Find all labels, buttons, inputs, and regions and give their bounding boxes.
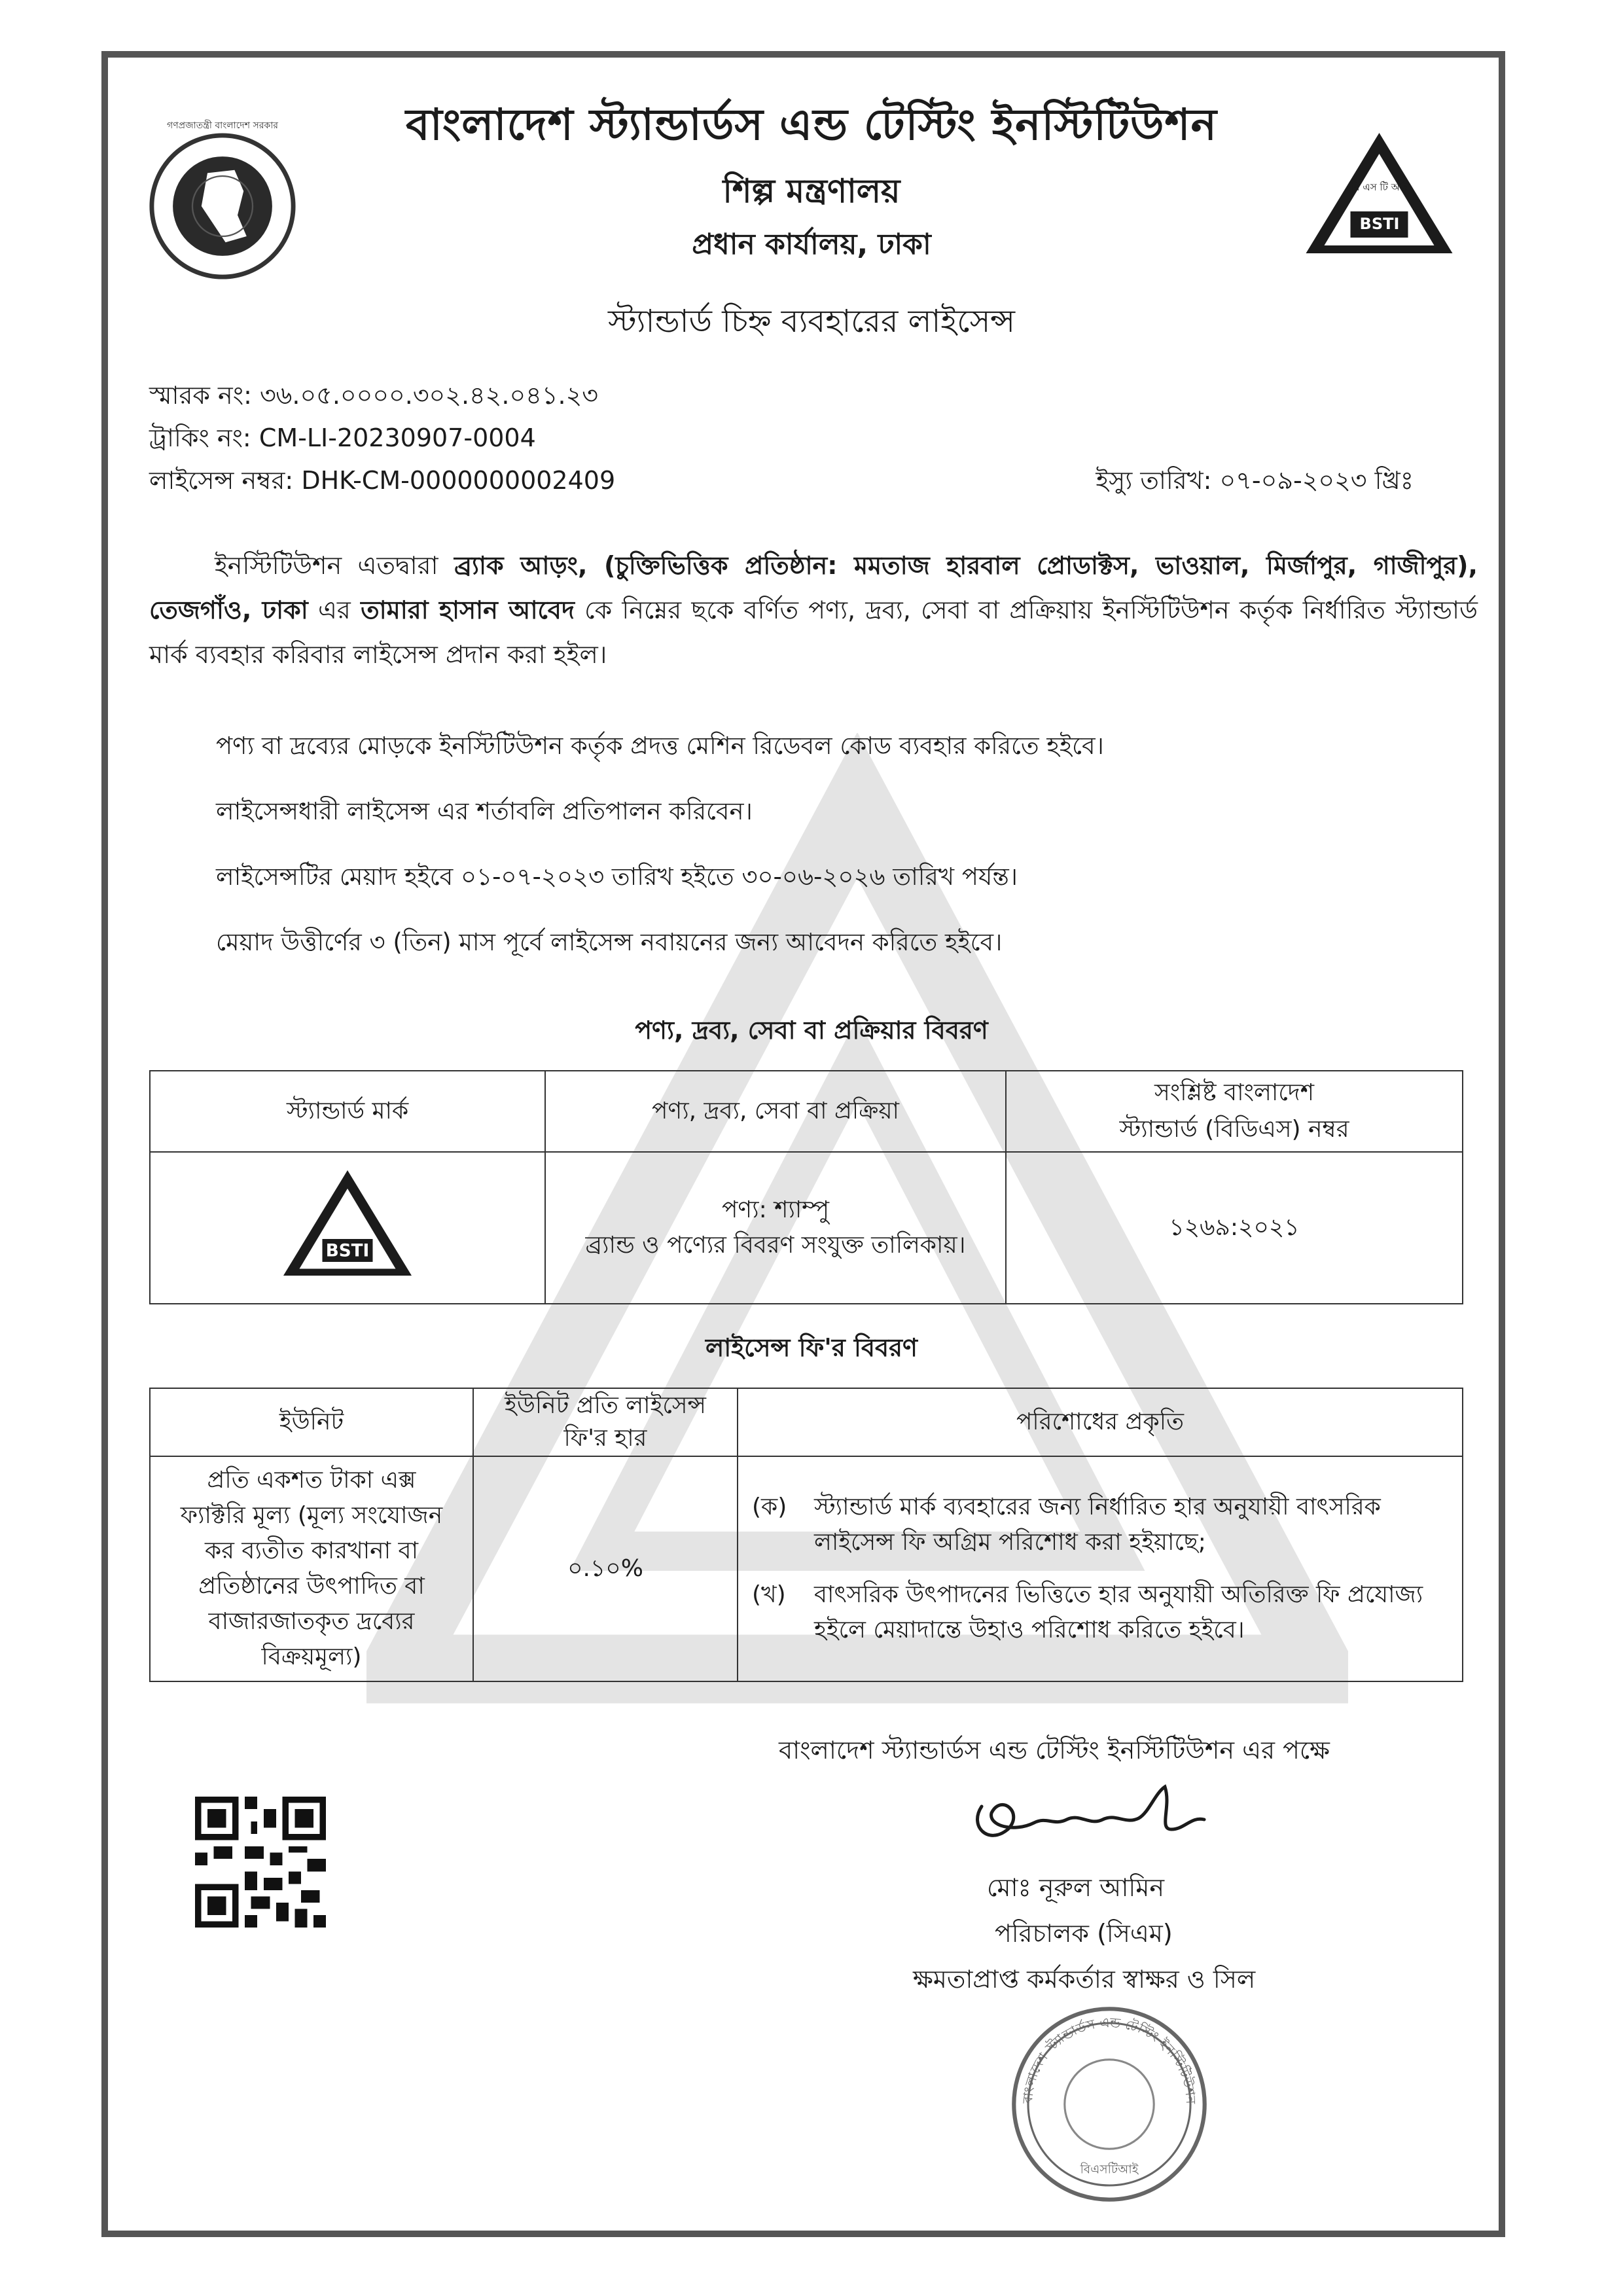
- issue-value: ০৭-০৯-২০২৩ খ্রিঃ: [1219, 466, 1414, 495]
- fee-table-title: লাইসেন্স ফি'র বিবরণ: [705, 1333, 918, 1362]
- unit-line: বিক্রয়মূল্য): [261, 1643, 362, 1670]
- bsti-mark-icon: [269, 1166, 426, 1280]
- licensee-organization: ব্র্যাক আড়ং, (চুক্তিভিত্তিক প্রতিষ্ঠান: মমতাজ হারবাল প্রোডাক্টস, ভাওয়াল, মির্জাপুর, গাজীপুর), তেজগাঁও, ঢাকা: [149, 551, 1478, 624]
- signer-name: মোঃ নূরুল আমিন: [987, 1873, 1165, 1902]
- product-table: [149, 1070, 1463, 1304]
- clause-3: লাইসেন্সটির মেয়াদ হইবে ০১-০৭-২০২৩ তারিখ হইতে ৩০-০৬-২০২৬ তারিখ পর্যন্ত।: [216, 863, 1018, 891]
- unit-line: প্রতি একশত টাকা এক্স: [207, 1467, 416, 1494]
- seal-center-text: বিএসটিআই: [1080, 2162, 1139, 2177]
- on-behalf-text: বাংলাদেশ স্ট্যান্ডার্ডস এন্ড টেস্টিং ইনস্টিটিউশন এর পক্ষে: [779, 1736, 1330, 1765]
- header-fee-rate-line2: ফি'র হার: [563, 1425, 647, 1452]
- fee-table: [149, 1388, 1463, 1682]
- bsti-logo-text: BSTI: [1359, 215, 1400, 233]
- grant-text-3: কে নিম্নের ছকে বর্ণিত পণ্য, দ্রব্য, সেবা বা প্রক্রিয়ায় ইনস্টিটিউশন কর্তৃক নির্ধারিত স্ট্যান্ডার্ড মার্ক ব্যবহার করিবার লাইসেন্স প্রদান করা হইল।: [149, 596, 1478, 669]
- unit-cell: [150, 1456, 473, 1681]
- standard-mark-cell: [150, 1152, 545, 1304]
- unit-line: বাজারজাতকৃত দ্রব্যের: [208, 1608, 415, 1635]
- payment-tag: (খ): [752, 1581, 786, 1608]
- clause-4: মেয়াদ উত্তীর্ণের ৩ (তিন) মাস পূর্বে লাইসেন্স নবায়নের জন্য আবেদন করিতে হইবে।: [216, 928, 1003, 956]
- licensee-person: তামারা হাসান আবেদ: [361, 596, 575, 624]
- header-bds-line1: সংশ্লিষ্ট বাংলাদেশ: [1154, 1079, 1314, 1106]
- signature-icon: [962, 1767, 1211, 1852]
- document-title: স্ট্যান্ডার্ড চিহ্ন ব্যবহারের লাইসেন্স: [607, 303, 1016, 340]
- license-label: লাইসেন্স নম্বর:: [149, 466, 294, 495]
- header-unit: ইউনিট: [150, 1388, 473, 1456]
- clause-1: পণ্য বা দ্রব্যের মোড়কে ইনস্টিটিউশন কর্তৃক প্রদত্ত মেশিন রিডেবল কোড ব্যবহার করিতে হইবে।: [216, 732, 1104, 760]
- product-cell: [545, 1152, 1006, 1304]
- office-location: প্রধান কার্যালয়, ঢাকা: [692, 228, 931, 261]
- product-name: পণ্য: শ্যাম্পু: [721, 1196, 830, 1223]
- tracking-value: CM-LI-20230907-0004: [259, 423, 536, 452]
- payment-tag: (ক): [752, 1494, 787, 1520]
- tracking-number: [149, 419, 536, 461]
- license-number: [149, 461, 615, 503]
- unit-line: কর ব্যতীত কারখানা বা: [204, 1537, 419, 1564]
- payment-item: [752, 1577, 1448, 1648]
- header-fee-rate-line1: ইউনিট প্রতি লাইসেন্স: [505, 1392, 706, 1419]
- payment-text: স্ট্যান্ডার্ড মার্ক ব্যবহারের জন্য নির্ধারিত হার অনুযায়ী বাৎসরিক লাইসেন্স ফি অগ্রিম পরিশোধ করা হইয়াছে;: [814, 1494, 1381, 1556]
- government-seal-text: গণপ্রজাতন্ত্রী বাংলাদেশ সরকার: [167, 120, 278, 131]
- signer-role: ক্ষমতাপ্রাপ্ত কর্মকর্তার স্বাক্ষর ও সিল: [913, 1965, 1256, 1994]
- ministry-name: শিল্প মন্ত্রণালয়: [722, 172, 901, 210]
- grant-text-2: এর: [318, 596, 351, 624]
- unit-line: ফ্যাক্টরি মূল্য (মূল্য সংযোজন: [180, 1502, 443, 1529]
- qr-code-icon[interactable]: [195, 1797, 326, 1928]
- header-fee-rate: [473, 1388, 738, 1456]
- seal-ring-path: বাংলাদেশ স্ট্যান্ডার্ডস এন্ড টেস্টিং ইনস্টিটিউশন: [1019, 2014, 1199, 2105]
- header-bds-number: [1006, 1071, 1463, 1152]
- memo-number: [149, 376, 598, 418]
- bsti-mark-text: BSTI: [325, 1240, 370, 1261]
- header-product: পণ্য, দ্রব্য, সেবা বা প্রক্রিয়া: [545, 1071, 1006, 1152]
- issue-label: ইস্যু তারিখ:: [1096, 466, 1212, 495]
- payment-cell: [738, 1456, 1463, 1681]
- memo-label: স্মারক নং:: [149, 381, 252, 410]
- fee-rate-cell: ০.১০%: [473, 1456, 738, 1681]
- product-table-title: পণ্য, দ্রব্য, সেবা বা প্রক্রিয়ার বিবরণ: [635, 1016, 988, 1045]
- memo-value: ৩৬.০৫.০০০০.৩০২.৪২.০৪১.২৩: [259, 381, 598, 410]
- unit-line: প্রতিষ্ঠানের উৎপাদিত বা: [198, 1573, 425, 1600]
- issue-date: [1096, 461, 1414, 503]
- header-standard-mark: স্ট্যান্ডার্ড মার্ক: [150, 1071, 545, 1152]
- product-brand-note: ব্র্যান্ড ও পণ্যের বিবরণ সংযুক্ত তালিকায়।: [585, 1232, 966, 1259]
- bsti-logo-arc-text: বি এস টি আই: [1351, 181, 1408, 193]
- header-bds-line2: স্ট্যান্ডার্ড (বিডিএস) নম্বর: [1119, 1116, 1349, 1143]
- organization-name: বাংলাদেশ স্ট্যান্ডার্ডস এন্ড টেস্টিং ইনস্টিটিউশন: [406, 99, 1217, 150]
- clause-2: লাইসেন্সধারী লাইসেন্স এর শর্তাবলি প্রতিপালন করিবেন।: [216, 797, 753, 825]
- payment-item: [752, 1490, 1448, 1560]
- payment-text: বাৎসরিক উৎপাদনের ভিত্তিতে হার অনুযায়ী অতিরিক্ত ফি প্রযোজ্য হইলে মেয়াদান্তে উহাও পরিশোধ করিতে হইবে।: [814, 1581, 1423, 1643]
- license-value: DHK-CM-0000000002409: [301, 466, 616, 495]
- license-grant-paragraph: [149, 543, 1478, 677]
- signer-title: পরিচালক (সিএম): [995, 1919, 1173, 1948]
- official-seal-icon: [1008, 2003, 1211, 2206]
- header-payment-nature: পরিশোধের প্রকৃতি: [738, 1388, 1463, 1456]
- tracking-label: ট্রাকিং নং:: [149, 423, 251, 452]
- grant-text-1: ইনস্টিটিউশন এতদ্বারা: [215, 551, 438, 580]
- bds-number-cell: ১২৬৯:২০২১: [1006, 1152, 1463, 1304]
